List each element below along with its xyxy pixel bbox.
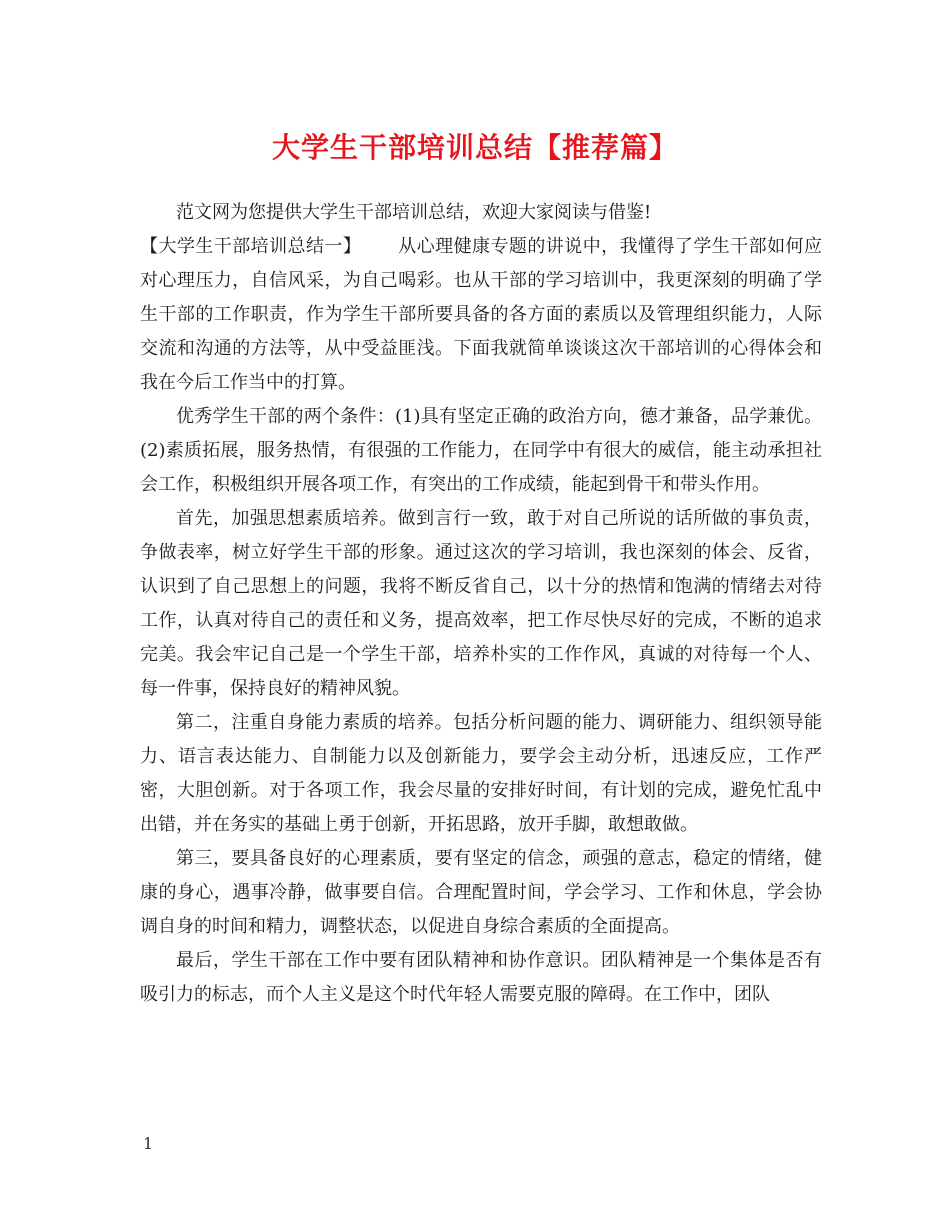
- page-number: 1: [143, 1134, 154, 1153]
- body-paragraph-last: 最后，学生干部在工作中要有团队精神和协作意识。团队精神是一个集体是否有吸引力的标志，而个人主义是这个时代年轻人需要克服的障碍。在工作中，团队: [140, 950, 822, 1005]
- first-paragraph-text: 从心理健康专题的讲说中，我懂得了学生干部如何应对心理压力，自信风采，为自己喝彩。也从干部的学习培训中，我更深刻的明确了学生干部的工作职责，作为学生干部所要具备的各方面的素质以及管理组织能力，人际交流和沟通的方法等，从中受益匪浅。下面我就简单谈谈这次干部培训的心得体会和我在今后工作当中的打算。: [140, 236, 822, 393]
- body-paragraph-conditions: 优秀学生干部的两个条件：(1)具有坚定正确的政治方向，德才兼备，品学兼优。(2)素质拓展，服务热情，有很强的工作能力，在同学中有很大的威信，能主动承担社会工作，积极组织开展各项工作，有突出的工作成绩，能起到骨干和带头作用。: [140, 406, 822, 495]
- document-body: [140, 196, 822, 1012]
- body-paragraph-second: 第二，注重自身能力素质的培养。包括分析问题的能力、调研能力、组织领导能力、语言表达能力、自制能力以及创新能力，要学会主动分析，迅速反应，工作严密，大胆创新。对于各项工作，我会尽量的安排好时间，有计划的完成，避免忙乱中出错，并在务实的基础上勇于创新，开拓思路，放开手脚，敢想敢做。: [140, 712, 822, 835]
- section-heading-gap: [361, 236, 398, 257]
- body-paragraph-third: 第三，要具备良好的心理素质，要有坚定的信念，顽强的意志，稳定的情绪，健康的身心，遇事冷静，做事要自信。合理配置时间，学会学习、工作和休息，学会协调自身的时间和精力，调整状态，以促进自身综合素质的全面提高。: [140, 848, 822, 937]
- intro-paragraph: 范文网为您提供大学生干部培训总结，欢迎大家阅读与借鉴!: [176, 202, 652, 223]
- section-first-paragraph: [140, 230, 822, 400]
- body-paragraph-first: 首先，加强思想素质培养。做到言行一致，敢于对自己所说的话所做的事负责，争做表率，树立好学生干部的形象。通过这次的学习培训，我也深刻的体会、反省，认识到了自己思想上的问题，我将不断反省自己，以十分的热情和饱满的情绪去对待工作，认真对待自己的责任和义务，提高效率，把工作尽快尽好的完成，不断的追求完美。我会牢记自己是一个学生干部，培养朴实的工作作风，真诚的对待每一个人、每一件事，保持良好的精神风貌。: [140, 508, 822, 699]
- document-title: 大学生干部培训总结【推荐篇】: [271, 131, 678, 164]
- section-heading: 【大学生干部培训总结一】: [140, 236, 362, 257]
